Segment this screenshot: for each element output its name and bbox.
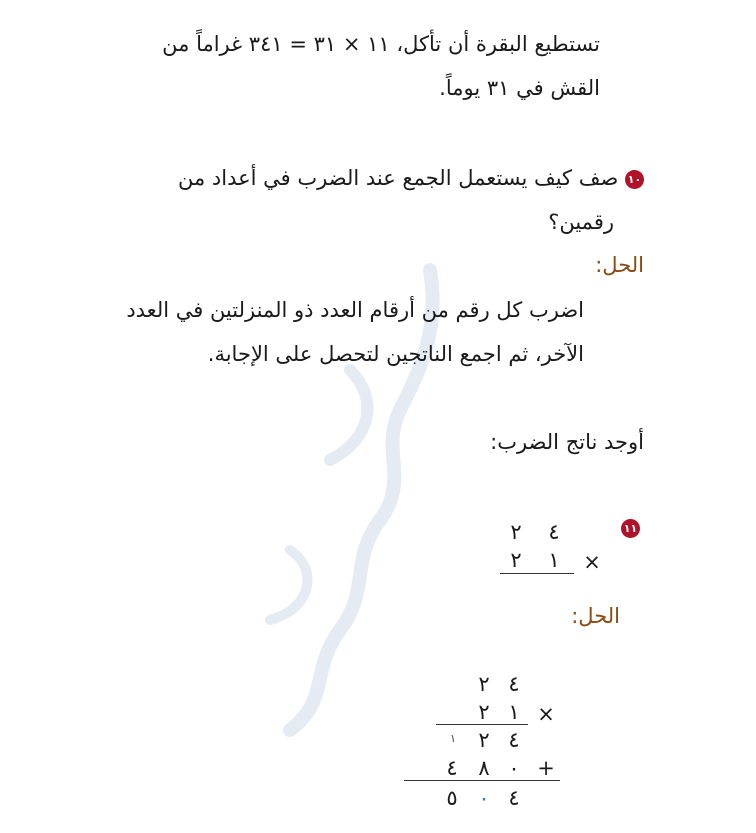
- question-10: [178, 166, 644, 190]
- question-text-line-1: صف كيف يستعمل الجمع عند الضرب في أعداد من: [178, 166, 619, 190]
- solution-digit: ٤: [508, 672, 520, 696]
- solution-digit: ٢: [478, 728, 490, 752]
- carry-digit: ١: [450, 732, 456, 745]
- problem-digit: ١: [548, 548, 560, 572]
- solution-digit: ٤: [508, 728, 520, 752]
- solution-digit: ٨: [478, 756, 490, 780]
- answer-line-2: الآخر، ثم اجمع الناتجين لتحصل على الإجابة.: [207, 342, 584, 366]
- section-heading: أوجد ناتج الضرب:: [490, 430, 644, 454]
- result-digit: ٠: [478, 786, 490, 810]
- solution-digit: ١: [508, 700, 520, 724]
- paragraph-line-1: تستطيع البقرة أن تأكل، ١١ × ٣١ = ٣٤١ غراماً من: [162, 32, 600, 56]
- answer-line-1: اضرب كل رقم من أرقام العدد ذو المنزلتين في العدد: [126, 298, 584, 322]
- paragraph-line-2: القش في ٣١ يوماً.: [439, 76, 600, 100]
- problem-digit: ٢: [510, 548, 522, 572]
- solution-digit: ٢: [478, 672, 490, 696]
- solution-digit: ٢: [478, 700, 490, 724]
- divider-line: [436, 724, 528, 725]
- times-operator: ×: [583, 550, 601, 574]
- question-number-badge: ١٠: [625, 170, 644, 189]
- plus-operator: +: [537, 756, 555, 780]
- times-operator: ×: [537, 702, 555, 726]
- result-digit: ٥: [446, 786, 458, 810]
- watermark-signature: [230, 250, 490, 750]
- solution-label-10: الحل:: [595, 253, 644, 277]
- divider-line: [500, 573, 574, 574]
- question-text-line-2: رقمين؟: [548, 210, 614, 234]
- solution-label-11: الحل:: [571, 604, 620, 628]
- solution-digit: ٤: [446, 756, 458, 780]
- problem-digit: ٤: [548, 520, 560, 544]
- question-number-badge: ١١: [621, 519, 640, 538]
- result-digit: ٤: [508, 786, 520, 810]
- problem-digit: ٢: [510, 520, 522, 544]
- divider-line: [404, 780, 560, 781]
- solution-digit: ٠: [508, 756, 520, 780]
